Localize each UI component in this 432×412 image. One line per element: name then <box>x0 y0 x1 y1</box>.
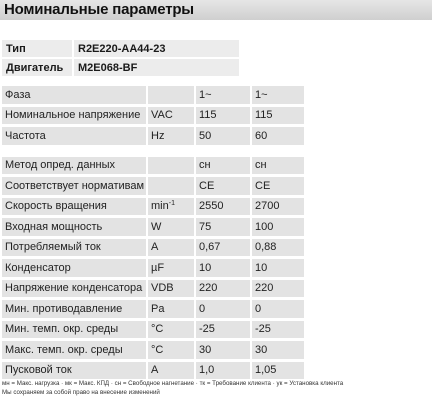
param-name: Потребляемый ток <box>2 239 146 257</box>
ident-value: M2E068-BF <box>72 59 239 76</box>
param-value-2: 1,05 <box>250 362 304 380</box>
ident-label: Тип <box>2 40 72 57</box>
param-value-2: 2700 <box>250 198 304 216</box>
param-unit: A <box>146 362 194 380</box>
param-value-1: -25 <box>194 321 250 339</box>
table-row <box>2 218 304 236</box>
param-value-1: 75 <box>194 218 250 236</box>
param-name: Фаза <box>2 86 146 104</box>
param-value-2: 100 <box>250 218 304 236</box>
param-unit: Pa <box>146 300 194 318</box>
param-unit: Hz <box>146 127 194 145</box>
param-name: Мин. противодавление <box>2 300 146 318</box>
param-value-1: 30 <box>194 341 250 359</box>
param-unit <box>146 86 194 104</box>
param-unit: °C <box>146 321 194 339</box>
table-row <box>2 259 304 277</box>
table-row <box>2 198 304 216</box>
param-value-1: сн <box>194 157 250 175</box>
table-row <box>2 321 304 339</box>
param-name: Конденсатор <box>2 259 146 277</box>
footnote <box>2 379 430 397</box>
param-value-1: 2550 <box>194 198 250 216</box>
param-value-2: 115 <box>250 107 304 125</box>
table-row <box>2 239 304 257</box>
param-unit <box>146 198 194 216</box>
param-name: Номинальное напряжение <box>2 107 146 125</box>
table-row <box>2 177 304 195</box>
ident-table <box>2 38 239 78</box>
param-unit <box>146 177 194 195</box>
param-name: Макс. темп. окр. среды <box>2 341 146 359</box>
table-row <box>2 280 304 298</box>
param-name: Частота <box>2 127 146 145</box>
footnote-legend: мн = Макс. нагрузка · мк = Макс. КПД · сн = Свободное нагнетание · тк = Требование клиента · ук = Установка клиента <box>2 380 344 387</box>
footnote-disclaimer: Мы сохраняем за собой право на внесение изменений <box>2 389 160 396</box>
param-value-1: 220 <box>194 280 250 298</box>
row-spacer <box>2 148 304 154</box>
table-row <box>2 107 304 125</box>
param-value-2: 0,88 <box>250 239 304 257</box>
param-value-2: 220 <box>250 280 304 298</box>
param-value-2: 0 <box>250 300 304 318</box>
unit-exponent: -1 <box>168 200 175 208</box>
param-unit: µF <box>146 259 194 277</box>
parameters-table <box>2 83 304 382</box>
param-value-2: 10 <box>250 259 304 277</box>
ident-value: R2E220-AA44-23 <box>72 40 239 57</box>
param-unit: W <box>146 218 194 236</box>
param-value-2: 30 <box>250 341 304 359</box>
param-name: Пусковой ток <box>2 362 146 380</box>
param-value-2: сн <box>250 157 304 175</box>
param-value-2: 1~ <box>250 86 304 104</box>
ident-row-motor <box>2 59 239 76</box>
title-bar <box>0 0 432 20</box>
param-value-2: -25 <box>250 321 304 339</box>
param-name: Метод опред. данных <box>2 157 146 175</box>
table-row <box>2 157 304 175</box>
ident-label: Двигатель <box>2 59 72 76</box>
param-unit: A <box>146 239 194 257</box>
param-name: Напряжение конденсатора <box>2 280 146 298</box>
table-row <box>2 341 304 359</box>
param-unit <box>146 157 194 175</box>
ident-row-type <box>2 40 239 57</box>
param-value-1: 0,67 <box>194 239 250 257</box>
table-row <box>2 86 304 104</box>
param-value-1: 1~ <box>194 86 250 104</box>
param-value-1: 115 <box>194 107 250 125</box>
param-value-1: 0 <box>194 300 250 318</box>
table-row <box>2 300 304 318</box>
unit-base: min <box>151 200 169 213</box>
param-value-1: 50 <box>194 127 250 145</box>
param-value-1: 1,0 <box>194 362 250 380</box>
param-name: Мин. темп. окр. среды <box>2 321 146 339</box>
param-value-2: CE <box>250 177 304 195</box>
param-name: Скорость вращения <box>2 198 146 216</box>
param-value-1: 10 <box>194 259 250 277</box>
param-value-2: 60 <box>250 127 304 145</box>
param-name: Входная мощность <box>2 218 146 236</box>
page-title: Номинальные параметры <box>4 1 194 18</box>
param-name: Соответствует нормативам <box>2 177 146 195</box>
param-unit: VDB <box>146 280 194 298</box>
table-row <box>2 127 304 145</box>
param-value-1: CE <box>194 177 250 195</box>
param-unit: VAC <box>146 107 194 125</box>
table-row <box>2 362 304 380</box>
param-unit: °C <box>146 341 194 359</box>
